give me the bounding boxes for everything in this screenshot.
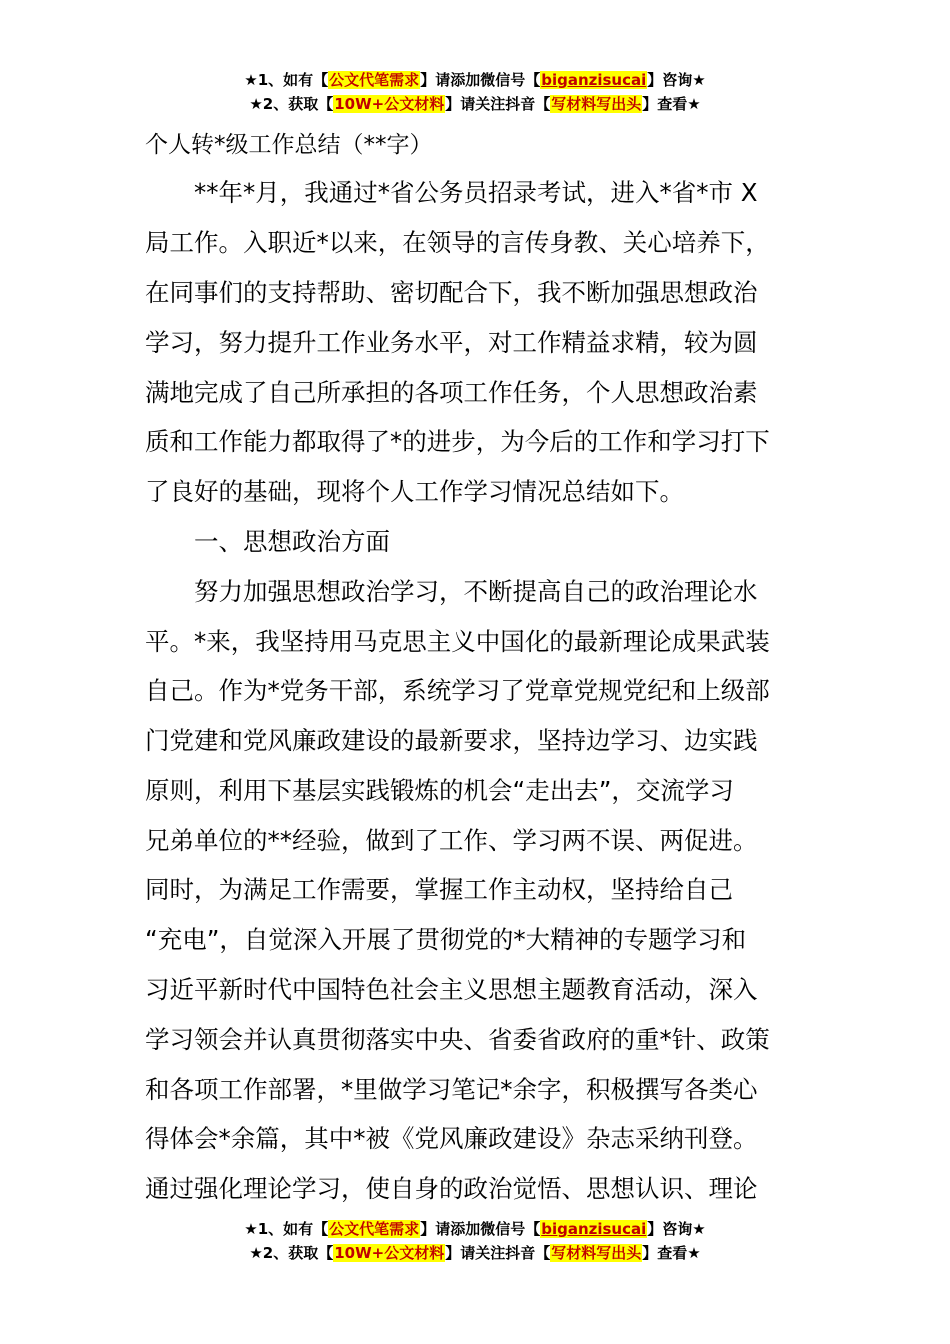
promo-line-2 <box>0 92 950 116</box>
promo-line-2-middle: 】请关注抖音【 <box>445 95 551 113</box>
promo-line-2-suffix: 】查看★ <box>642 1244 701 1262</box>
promo-highlight-service: 公文代笔需求 <box>329 71 420 89</box>
text-line: 得体会*余篇，其中*被《党风廉政建设》杂志采纳刊登。 <box>145 1124 758 1153</box>
promo-highlight-materials: 10W+公文材料 <box>334 1244 445 1262</box>
promo-highlight-douyin: 写材料写出头 <box>551 95 642 113</box>
text-line: 通过强化理论学习，使自身的政治觉悟、思想认识、理论 <box>145 1174 758 1203</box>
text-line: 习近平新时代中国特色社会主义思想主题教育活动，深入 <box>145 975 758 1004</box>
promo-highlight-materials: 10W+公文材料 <box>334 95 445 113</box>
promo-line-2-prefix: ★2、获取【 <box>249 95 334 113</box>
promo-highlight-service: 公文代笔需求 <box>329 1220 420 1238</box>
text-line: 学习，努力提升工作业务水平，对工作精益求精，较为圆 <box>145 328 758 357</box>
promo-line-1-suffix: 】咨询★ <box>647 1220 706 1238</box>
text-line: 努力加强思想政治学习，不断提高自己的政治理论水 <box>145 577 758 606</box>
promo-line-2-middle: 】请关注抖音【 <box>445 1244 551 1262</box>
promo-line-2 <box>0 1241 950 1265</box>
text-line: “充电”，自觉深入开展了贯彻党的*大精神的专题学习和 <box>145 925 747 954</box>
promo-highlight-wechat-id: biganzisucai <box>541 71 647 89</box>
promo-line-1-suffix: 】咨询★ <box>647 71 706 89</box>
promo-line-1 <box>0 1217 950 1241</box>
text-line: **年*月，我通过*省公务员招录考试，进入*省*市 X <box>145 178 758 207</box>
header-promo-banner <box>0 68 950 116</box>
promo-line-1-middle: 】请添加微信号【 <box>420 1220 541 1238</box>
text-line: 自己。作为*党务干部，系统学习了党章党规党纪和上级部 <box>145 676 770 705</box>
text-line: 门党建和党风廉政建设的最新要求，坚持边学习、边实践 <box>145 726 758 755</box>
text-line: 兄弟单位的**经验，做到了工作、学习两不误、两促进。 <box>145 826 758 855</box>
text-line: 局工作。入职近*以来，在领导的言传身教、关心培养下， <box>145 228 770 257</box>
promo-line-1-prefix: ★1、如有【 <box>244 71 329 89</box>
text-line: 原则，利用下基层实践锻炼的机会“走出去”，交流学习 <box>145 776 734 805</box>
text-line: 了良好的基础，现将个人工作学习情况总结如下。 <box>145 477 684 506</box>
text-line: 平。*来，我坚持用马克思主义中国化的最新理论成果武装 <box>145 627 770 656</box>
promo-line-1 <box>0 68 950 92</box>
footer-promo-banner <box>0 1217 950 1265</box>
text-line: 在同事们的支持帮助、密切配合下，我不断加强思想政治 <box>145 278 758 307</box>
text-line: 满地完成了自己所承担的各项工作任务，个人思想政治素 <box>145 378 758 407</box>
text-line: 学习领会并认真贯彻落实中央、省委省政府的重*针、政策 <box>145 1025 770 1054</box>
promo-line-2-suffix: 】查看★ <box>642 95 701 113</box>
promo-highlight-douyin: 写材料写出头 <box>551 1244 642 1262</box>
section-heading: 一、思想政治方面 <box>145 527 390 556</box>
promo-line-1-middle: 】请添加微信号【 <box>420 71 541 89</box>
document-title: 个人转*级工作总结（**字） <box>145 132 433 158</box>
text-line: 同时，为满足工作需要，掌握工作主动权，坚持给自己 <box>145 875 733 904</box>
text-line: 和各项工作部署，*里做学习笔记*余字，积极撰写各类心 <box>145 1075 758 1104</box>
text-line: 质和工作能力都取得了*的进步，为今后的工作和学习打下 <box>145 427 770 456</box>
promo-highlight-wechat-id: biganzisucai <box>541 1220 647 1238</box>
promo-line-1-prefix: ★1、如有【 <box>244 1220 329 1238</box>
promo-line-2-prefix: ★2、获取【 <box>249 1244 334 1262</box>
